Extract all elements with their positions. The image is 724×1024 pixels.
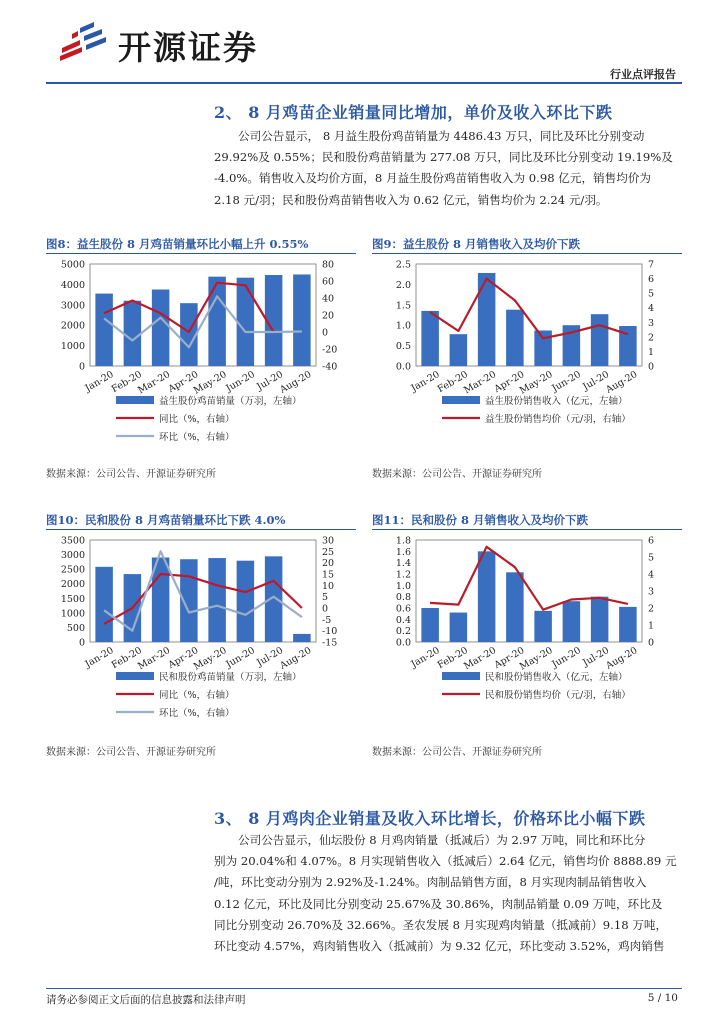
y-tick-label: 0.6 [395, 603, 411, 615]
y-tick-label: 500 [66, 622, 85, 634]
paragraph-line: -4.0%。销售收入及均价方面，8 月益生股份鸡苗销售收入为 0.98 亿元，销售均价为 [214, 171, 652, 186]
figure-8-rule [46, 253, 356, 254]
bar [265, 556, 283, 642]
y2-tick-label: 5 [648, 552, 655, 564]
bar [478, 551, 496, 642]
legend-label: 民和股份销售收入（亿元，左轴） [485, 672, 628, 683]
legend-label: 同比（%，右轴） [159, 414, 235, 425]
y2-tick-label: 7 [648, 259, 655, 271]
y-tick-label: 1.6 [395, 546, 411, 558]
legend-swatch [116, 396, 154, 404]
x-tick-label: Aug-20 [278, 369, 314, 396]
figure-9-source: 数据来源：公司公告、开源证券研究所 [372, 469, 542, 480]
section-2-paragraph [214, 126, 682, 211]
y2-tick-label: 0 [322, 603, 329, 615]
y-tick-label: 1.0 [395, 580, 411, 592]
x-tick-label: Jul-20 [255, 369, 286, 393]
figure-9-title: 图9：益生股份 8 月销售收入及均价下跌 [372, 237, 581, 251]
x-tick-label: Mar-20 [136, 369, 173, 397]
y-tick-label: 2000 [60, 579, 85, 591]
bar [421, 608, 439, 642]
legend-label: 民和股份销售均价（元/羽，右轴） [485, 690, 631, 701]
legend-label: 同比（%，右轴） [159, 690, 235, 701]
figure-10-chart [46, 532, 356, 732]
figure-10-rule [46, 529, 356, 530]
y-tick-label: 1.2 [395, 569, 411, 581]
x-tick-label: Jan-20 [409, 369, 442, 395]
x-tick-label: Jan-20 [83, 369, 116, 395]
y2-tick-label: -40 [322, 361, 338, 373]
y-tick-label: 2.5 [395, 259, 411, 271]
y2-tick-label: 3 [648, 586, 655, 598]
legend-swatch [116, 672, 154, 680]
report-type-label: 行业点评报告 [610, 68, 676, 81]
section-3-paragraph [214, 830, 682, 957]
y-tick-label: 3000 [60, 300, 85, 312]
y-tick-label: 0 [78, 361, 85, 373]
legend-label: 民和股份鸡苗销量（万羽，左轴） [159, 672, 302, 683]
paragraph-line: 29.92%及 0.55%；民和股份鸡苗销量为 277.08 万只，同比及环比分别变动 19.19%及 [214, 150, 673, 165]
bar [124, 301, 142, 366]
header-divider [46, 82, 682, 84]
legend-label: 环比（%，右轴） [159, 432, 235, 443]
paragraph-line: 别为 20.04%和 4.07%。8 月实现销售收入（抵减后）2.64 亿元，销售均价 8888.89 元 [214, 854, 677, 869]
x-tick-label: May-20 [517, 645, 555, 673]
y-tick-label: 1.5 [395, 300, 411, 312]
figure-11-rule [372, 529, 682, 530]
company-logo-icon [58, 20, 110, 62]
figure-8-title: 图8：益生股份 8 月鸡苗销量环比小幅上升 0.55% [46, 237, 309, 251]
x-tick-label: Apr-20 [166, 369, 201, 395]
x-tick-label: May-20 [191, 645, 229, 673]
x-tick-label: Jul-20 [581, 645, 612, 669]
paragraph-line: /吨，环比变动分别为 2.92%及-1.24%。肉制品销售方面，8 月实现肉制品销售收入 [214, 875, 647, 890]
y2-tick-label: -15 [322, 637, 338, 649]
bar [293, 274, 311, 366]
paragraph-line: 0.12 亿元，环比及同比分别变动 25.67%及 30.86%，肉制品销量 0.09 万吨，环比及 [214, 896, 663, 911]
legend-label: 益生股份销售收入（亿元，左轴） [485, 396, 628, 407]
bar [478, 273, 496, 366]
bar [619, 607, 637, 642]
y2-tick-label: 1 [648, 620, 655, 632]
figure-8-source: 数据来源：公司公告、开源证券研究所 [46, 469, 216, 480]
section-3-title: 3、 8 月鸡肉企业销量及收入环比增长，价格环比小幅下跌 [214, 809, 646, 828]
section-2-title: 2、 8 月鸡苗企业销量同比增加，单价及收入环比下跌 [214, 103, 613, 122]
y2-tick-label: 10 [322, 580, 335, 592]
y2-tick-label: 0 [648, 637, 655, 649]
x-tick-label: Feb-20 [109, 645, 144, 672]
x-tick-label: Feb-20 [109, 369, 144, 396]
bar [534, 331, 552, 366]
figure-10-source: 数据来源：公司公告、开源证券研究所 [46, 747, 216, 758]
y2-tick-label: 6 [648, 274, 655, 286]
y-tick-label: 2500 [60, 564, 85, 576]
bar [421, 311, 439, 366]
y2-tick-label: 60 [322, 276, 335, 288]
figure-11-chart [372, 532, 682, 732]
x-tick-label: Apr-20 [492, 645, 527, 671]
bar [293, 634, 311, 642]
footer-disclaimer: 请务必参阅正文后面的信息披露和法律声明 [46, 994, 246, 1006]
paragraph-line: 公司公告显示， 8 月益生股份鸡苗销量为 4486.43 万只，同比及环比分别变动 [238, 129, 645, 143]
y-tick-label: 3500 [60, 535, 85, 547]
paragraph-line: 同比分别变动 26.70%及 32.66%。圣农发展 8 月实现鸡肉销量（抵减前）9.18 万吨， [214, 917, 668, 932]
y-tick-label: 1500 [60, 593, 85, 605]
y2-tick-label: 1 [648, 346, 655, 358]
figure-8-chart [46, 256, 356, 456]
y2-tick-label: -20 [322, 344, 338, 356]
legend-swatch [442, 672, 480, 680]
x-tick-label: Feb-20 [435, 645, 470, 672]
bar [152, 290, 170, 367]
bar [208, 277, 226, 366]
x-tick-label: Jun-20 [224, 369, 257, 395]
y2-tick-label: 5 [322, 592, 329, 604]
y-tick-label: 0.8 [395, 592, 411, 604]
bar [450, 334, 468, 366]
x-tick-label: May-20 [517, 369, 555, 397]
x-tick-label: Apr-20 [166, 645, 201, 671]
figure-11-source: 数据来源：公司公告、开源证券研究所 [372, 747, 542, 758]
y-tick-label: 1.8 [395, 535, 411, 547]
x-tick-label: May-20 [191, 369, 229, 397]
y-tick-label: 0.0 [395, 361, 411, 373]
paragraph-line: 环比变动 4.57%，鸡肉销售收入（抵减前）为 9.32 亿元，环比变动 3.52%，鸡肉销售 [214, 939, 665, 954]
bar [208, 558, 226, 642]
y2-tick-label: 15 [322, 569, 335, 581]
y2-tick-label: 2 [648, 332, 655, 344]
y2-tick-label: 20 [322, 558, 335, 570]
y-tick-label: 0.4 [395, 614, 411, 626]
y2-tick-label: 0 [648, 361, 655, 373]
y2-tick-label: 25 [322, 546, 335, 558]
bar [237, 278, 255, 366]
figure-9-chart [372, 256, 682, 456]
x-tick-label: Aug-20 [604, 369, 640, 396]
bar [450, 613, 468, 642]
y-tick-label: 4000 [60, 279, 85, 291]
x-tick-label: Feb-20 [435, 369, 470, 396]
y-tick-label: 1000 [60, 608, 85, 620]
y2-tick-label: 40 [322, 293, 335, 305]
legend-label: 益生股份销售均价（元/羽，右轴） [485, 414, 631, 425]
y-tick-label: 1.4 [395, 558, 411, 570]
page-number: 5 / 10 [647, 992, 678, 1004]
y2-tick-label: 0 [322, 327, 329, 339]
y2-tick-label: -5 [322, 614, 332, 626]
footer-divider [46, 988, 682, 989]
x-tick-label: Jun-20 [550, 369, 583, 395]
y2-tick-label: 30 [322, 535, 335, 547]
x-tick-label: Jun-20 [224, 645, 257, 671]
figure-9-rule [372, 253, 682, 254]
y2-tick-label: 80 [322, 259, 335, 271]
brand-name: 开源证券 [118, 28, 258, 67]
x-tick-label: Jul-20 [255, 645, 286, 669]
y2-tick-label: -10 [322, 626, 338, 638]
paragraph-line: 公司公告显示，仙坛股份 8 月鸡肉销量（抵减后）为 2.97 万吨，同比和环比分 [238, 833, 646, 847]
y2-tick-label: 5 [648, 288, 655, 300]
bar [506, 310, 524, 366]
y2-tick-label: 20 [322, 310, 335, 322]
bar [534, 611, 552, 642]
paragraph-line: 2.18 元/羽；民和股份鸡苗销售收入为 0.62 亿元，销售均价为 2.24 元/羽。 [214, 192, 608, 207]
x-tick-label: Apr-20 [492, 369, 527, 395]
bar [591, 314, 609, 366]
x-tick-label: Aug-20 [278, 645, 314, 672]
y-tick-label: 0.5 [395, 341, 411, 353]
y2-tick-label: 4 [648, 569, 655, 581]
x-tick-label: Jun-20 [550, 645, 583, 671]
bar [95, 294, 113, 366]
y-tick-label: 1000 [60, 341, 85, 353]
bar [237, 561, 255, 642]
legend-swatch [442, 396, 480, 404]
x-tick-label: Mar-20 [136, 645, 173, 673]
legend-label: 环比（%，右轴） [159, 708, 235, 719]
y-tick-label: 0 [78, 637, 85, 649]
y-tick-label: 1.0 [395, 320, 411, 332]
y-tick-label: 2.0 [395, 279, 411, 291]
bar [506, 572, 524, 642]
figure-11-title: 图11：民和股份 8 月销售收入及均价下跌 [372, 513, 589, 527]
y-tick-label: 0.0 [395, 637, 411, 649]
bar [591, 597, 609, 642]
y-tick-label: 3000 [60, 550, 85, 562]
y-tick-label: 2000 [60, 320, 85, 332]
x-tick-label: Jan-20 [83, 645, 116, 671]
legend-label: 益生股份鸡苗销量（万羽，左轴） [159, 396, 302, 407]
y-tick-label: 5000 [60, 259, 85, 271]
x-tick-label: Mar-20 [462, 645, 499, 673]
x-tick-label: Jul-20 [581, 369, 612, 393]
x-tick-label: Aug-20 [604, 645, 640, 672]
bar [563, 601, 581, 642]
x-tick-label: Jan-20 [409, 645, 442, 671]
y2-tick-label: 3 [648, 317, 655, 329]
y-tick-label: 0.2 [395, 626, 411, 638]
bar [95, 567, 113, 642]
figure-10-title: 图10：民和股份 8 月鸡苗销量环比下跌 4.0% [46, 513, 286, 527]
y2-tick-label: 6 [648, 535, 655, 547]
y2-tick-label: 2 [648, 603, 655, 615]
y2-tick-label: 4 [648, 303, 655, 315]
x-tick-label: Mar-20 [462, 369, 499, 397]
